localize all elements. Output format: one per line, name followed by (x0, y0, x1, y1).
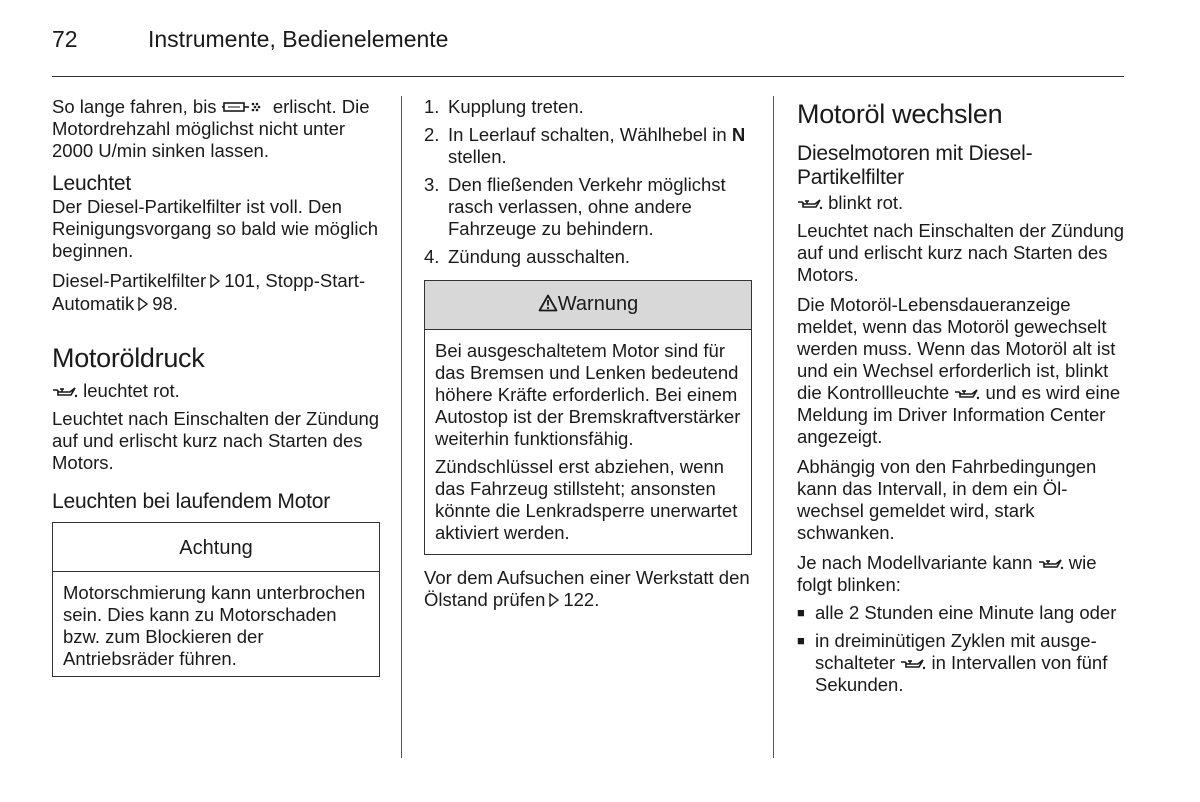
oelwechsel-text-2: Die Motoröl-Lebensdaueranzeige meldet, wenn das Motoröl gewechselt werden muss. Wenn das Motoröl alt ist und ein Wechsel erforderlich ist, blinkt die Kontrollleuchte und es wird eine Meldung im Driver Information Center angezeigt. (797, 294, 1121, 447)
oeldruck-status: leuchtet rot. (52, 380, 380, 402)
leuchtet-heading: Leuchtet (52, 172, 131, 195)
page-reference-arrow-icon (209, 271, 221, 293)
dpf-intro: So lange fahren, bis erlischt. Die Motordrehzahl möglichst nicht unter 2000 U/min sinken lassen. (52, 96, 370, 161)
list-item: ■ alle 2 Stunden eine Minute lang oder (797, 602, 1117, 623)
column-right (797, 96, 1125, 702)
oelwechsel-heading: Motoröl wechslen (797, 99, 1003, 129)
oelwechsel-text-4: Je nach Modellvariante kann wie folgt blinken: (797, 552, 1097, 595)
achtung-box (52, 522, 380, 677)
leuchtet-text: Der Diesel-Partikelfilter ist voll. Den Reinigungsvorgang so bald wie möglich beginnen. (52, 196, 378, 261)
column-divider (773, 96, 774, 758)
page-reference-arrow-icon (548, 590, 560, 612)
warnung-text-1: Bei ausgeschaltetem Motor sind für das Bremsen und Lenken bedeutend höhere Kräfte erforderlich. Bei einem Autostop ist der Bremskraftverstärker weiterhin funktionsfähig. (435, 340, 741, 449)
warnung-header (425, 281, 751, 330)
oil-change-icon (797, 198, 823, 210)
oelwechsel-text-1: Leuchtet nach Einschalten der Zündung auf und erlischt kurz nach Starten des Motors. (797, 220, 1125, 285)
chapter-title: Instrumente, Bedienelemente (148, 26, 449, 52)
oil-pressure-icon (52, 386, 78, 398)
achtung-title: Achtung (53, 523, 379, 572)
list-item: 3. Den fließenden Verkehr möglichst rasch verlassen, ohne andere Fahrzeuge zu behindern. (424, 174, 726, 239)
oil-change-icon (900, 658, 926, 670)
laufend-heading: Leuchten bei laufendem Motor (52, 490, 331, 513)
list-item: 4. Zündung ausschalten. (424, 246, 631, 267)
oil-change-icon (954, 388, 980, 400)
blink-list (797, 602, 1125, 696)
page-reference-arrow-icon (137, 294, 149, 316)
page-header (52, 26, 1124, 77)
list-item: 1. Kupplung treten. (424, 96, 584, 117)
reference-text: Diesel-Partikelfilter 101, Stopp-Start-Automatik 98. (52, 270, 366, 314)
warnung-box (424, 280, 752, 555)
square-bullet-icon: ■ (797, 605, 805, 620)
achtung-text: Motorschmierung kann unterbrochen sein. Dies kann zu Motorschaden bzw. zum Blockieren der Antriebsräder führen. (63, 582, 366, 669)
diesel-subheading: Dieselmotoren mit Diesel-Partikelfilter (797, 142, 1033, 189)
square-bullet-icon: ■ (797, 633, 805, 648)
werkstatt-text: Vor dem Aufsuchen einer Werkstatt den Ölstand prüfen 122. (424, 567, 750, 610)
column-middle (424, 96, 752, 620)
warnung-title: Warnung (557, 293, 639, 315)
steps-list (424, 96, 752, 268)
oelwechsel-text-3: Abhängig von den Fahrbedingungen kann das Intervall, in dem ein Ölwechsel gemeldet wird, stark schwanken. (797, 456, 1097, 543)
column-divider (401, 96, 402, 758)
list-item: ■ in dreiminütigen Zyklen mit ausgeschalteter in Intervallen von fünf Sekunden. (797, 630, 1108, 695)
oeldruck-text: Leuchtet nach Einschalten der Zündung auf und erlischt kurz nach Starten des Motors. (52, 408, 380, 473)
oil-change-icon (1038, 558, 1064, 570)
list-item: 2. In Leerlauf schalten, Wählhebel in N stellen. (424, 124, 746, 167)
diesel-particulate-filter-icon (222, 100, 268, 114)
page-number: 72 (52, 26, 78, 52)
oeldruck-heading: Motoröldruck (52, 343, 205, 373)
warnung-text-2: Zündschlüssel erst abziehen, wenn das Fahrzeug stillsteht; ansonsten könnte die Lenkradsperre unerwartet aktiviert werden. (435, 456, 738, 543)
column-left (52, 96, 380, 677)
warning-triangle-icon (538, 294, 558, 312)
oelwechsel-status: blinkt rot. (797, 192, 1125, 214)
